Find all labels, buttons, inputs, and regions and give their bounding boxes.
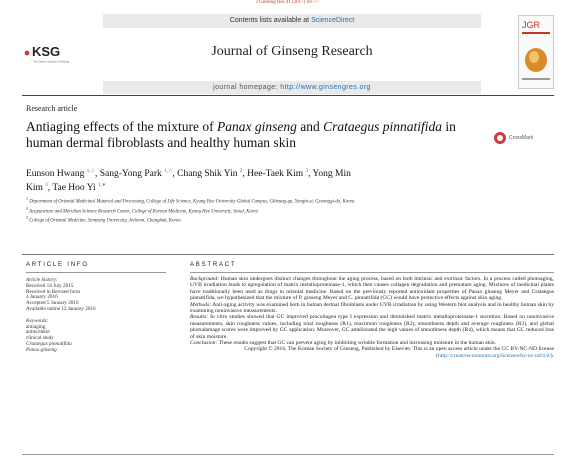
journal-reference: J Ginseng Res 41 (2017) 69–77 xyxy=(255,0,320,5)
cover-text: JGR xyxy=(522,20,540,30)
author-list: Eunson Hwang $^{1,☆}$, Sang-Yong Park $^{1,☆}$, Chang Shik Yin $^2$, Hee-Taek Kim $^3$, Yong Min Kim $^3$, Tae Hoo Yi $^{1,∗}$ xyxy=(26,169,351,194)
license-link[interactable]: http://creativecommons.org/licenses/by-nc-nd/4.0/ xyxy=(438,352,551,359)
copyright-notice: Copyright © 2016, The Korean Society of Ginseng, Published by Elsevier. This is an open access article under the CC BY-NC-ND license (http://creativecommons.org/licenses/by-nc-nd/4.0/). xyxy=(244,346,554,359)
history-item: Available online 12 January 2016 xyxy=(26,305,96,312)
article-type: Research article xyxy=(26,104,78,113)
abstract-body xyxy=(190,276,554,359)
abstract-results: Results: In vitro studies showed that GC improved procollagen type I expression and diminished matrix metalloproteinase-1 secretion. Based on noninvasive measurements, skin roughness values, including total roughness (R1), maximum roughness (R2), smoothness depth and average roughness (R3), and global photodamage scores were improved by GC application. Moreover, GC ameliorated the high values of smoothness depth (R4), which means that GC reduced loss of skin moisture. xyxy=(190,314,554,340)
abstract-conclusion: Conclusion: These results suggest that GC can prevent aging by inhibiting wrinkle formation and increasing moisture in the human skin. xyxy=(190,340,496,347)
crossmark-button[interactable] xyxy=(494,132,533,144)
contents-prefix: Contents lists available at xyxy=(229,17,312,24)
history-label: Article history: xyxy=(26,277,58,283)
keyword[interactable]: Crataegus pinnatifida xyxy=(26,340,72,347)
history-item: Received in Revised form xyxy=(26,288,81,295)
logo-text: KSG xyxy=(32,44,61,59)
title-part-1: Antiaging effects of the mixture of xyxy=(26,119,217,134)
article-info-heading: ARTICLE INFO xyxy=(26,262,89,268)
journal-header xyxy=(22,7,554,95)
author[interactable]: Sang-Yong Park $^{1,☆}$ xyxy=(99,169,173,180)
journal-homepage xyxy=(103,81,481,94)
article-info xyxy=(26,278,166,354)
header-rule xyxy=(22,95,554,96)
affiliation: $^2$ Acupuncture and Meridian Science Research Center, College of Korean Medicine, Kyung Hee University, Seoul, Korea xyxy=(26,205,259,215)
author[interactable]: Tae Hoo Yi $^{1,∗}$ xyxy=(52,183,106,194)
title-italic-1: Panax ginseng xyxy=(216,119,297,134)
author[interactable]: Hee-Taek Kim $^3$ xyxy=(247,169,309,180)
abstract-rule xyxy=(190,272,554,273)
abstract-methods: Methods: Anti-aging activity was examined both in human dermal fibroblasts under UVB irradiation by using Western blot analysis and in healthy human skin by examining noninvasive measurements. xyxy=(190,301,554,315)
crossmark-label: CrossMark xyxy=(509,135,534,141)
keyword[interactable]: antiaging xyxy=(26,323,46,330)
author[interactable]: Chang Shik Yin $^2$ xyxy=(177,169,243,180)
sciencedirect-link[interactable]: ScienceDirect xyxy=(311,17,355,24)
affiliation: $^1$ Department of Oriental Medicinal Material and Processing, College of Life Science, Kyung Hee University Global Campus, Giheung-gu, Yongin-si, Gyeonggi-do, Korea xyxy=(26,196,355,205)
affiliation: $^3$ College of Oriental Medicine, Semyung University, Jecheon, Chungbuk, Korea xyxy=(26,215,181,224)
keyword[interactable]: clinical study xyxy=(26,335,54,342)
title-italic-2: Crataegus pinnatifida xyxy=(323,119,442,134)
footer-rule xyxy=(22,454,554,455)
title-part-3: in human dermal fibroblasts and healthy human skin xyxy=(26,119,456,150)
keywords-label: Keywords: xyxy=(26,317,49,324)
affiliations xyxy=(26,196,446,225)
title-part-2: and xyxy=(296,119,324,134)
keyword[interactable]: antiwrinkle xyxy=(26,329,50,336)
journal-banner xyxy=(103,14,481,94)
homepage-label: journal homepage: xyxy=(213,84,281,91)
contents-available xyxy=(103,14,481,28)
homepage-link[interactable]: http://www.ginsengres.org xyxy=(280,84,371,91)
history-item: Accepted 5 January 2016 xyxy=(26,300,79,307)
abstract-background: Background: Human skin undergoes distinct changes throughout the aging process, based on both intrinsic and extrinsic factors. In a process called photoaging, UVB irradiation leads to upregulation of matrix metalloproteinase-1, which then causes collagen degradation and premature aging. Mixtures of medicinal plants have traditionally been used as drugs in oriental medicine. Based on the previously reported antioxidant properties of Panax ginseng Meyer and Crataegus pinnatifida, we hypothesized that the mixture of P. ginseng Meyer and C. pinnatifida (GC) would have protective effects against skin aging. xyxy=(190,276,554,302)
crossmark-icon xyxy=(494,132,506,144)
keyword[interactable]: Panax ginseng xyxy=(26,346,57,353)
journal-title: Journal of Ginseng Research xyxy=(211,44,373,59)
author[interactable]: Yong Min Kim $^3$ xyxy=(26,169,351,194)
journal-cover-image xyxy=(518,15,554,89)
section-rule xyxy=(22,254,554,255)
history-item: Received 14 July 2015 xyxy=(26,282,74,289)
logo-subtext: The Korean Society of Ginseng xyxy=(33,60,70,64)
article-title xyxy=(26,119,466,151)
abstract-heading: ABSTRACT xyxy=(190,262,237,268)
article-info-rule xyxy=(26,272,166,273)
author[interactable]: Eunson Hwang $^{1,☆}$ xyxy=(26,169,95,180)
ksg-logo xyxy=(22,41,86,65)
history-item: 4 January 2016 xyxy=(26,294,58,301)
